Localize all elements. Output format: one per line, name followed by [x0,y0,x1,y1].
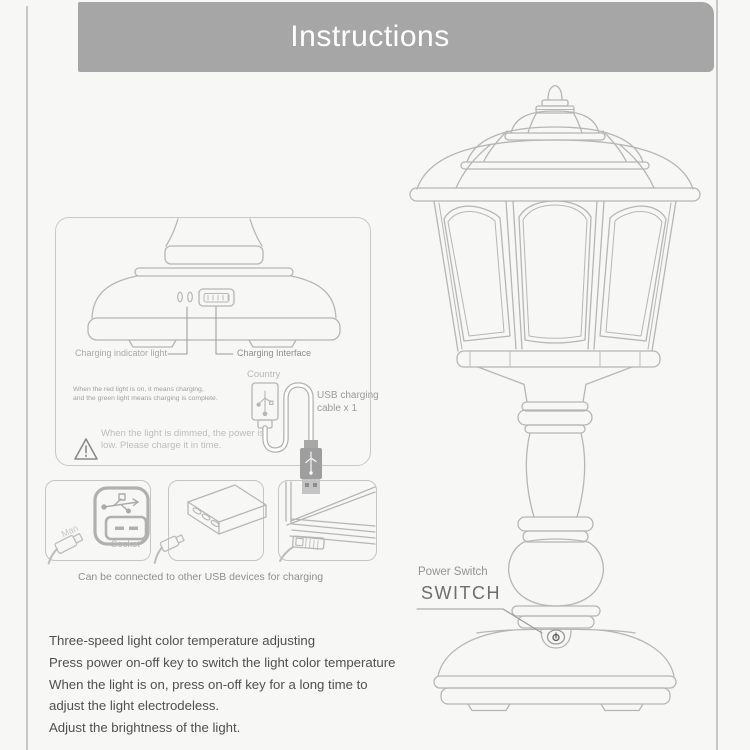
socket-label: Socket [111,539,141,550]
power-switch-label: Power Switch [418,566,488,578]
footer-line: When the light is on, press on-off key for a long time to [49,676,368,692]
laptop-box [278,480,377,561]
footer-line: Adjust the brightness of the light. [49,720,241,736]
low-power-warning-text: When the light is dimmed, the power is low. Please charge it in time. [101,428,265,451]
header-banner [78,2,714,72]
country-label: Country [247,369,281,380]
charging-interface-label: Charging Interface [237,348,312,358]
power-button-icon [541,630,571,648]
mains-plug-label: Man [59,522,80,540]
power-bank-box [168,480,264,561]
footer-instructions [49,630,469,739]
page-left-edge [26,6,28,750]
footer-line: Press power on-off key to switch the light color temperature [49,654,396,670]
lamp-illustration [410,86,700,711]
page-title: Instructions [290,20,450,53]
usb-devices-caption: Can be connected to other USB devices for charging [78,571,324,583]
switch-label: SWITCH [421,583,501,603]
footer-line: Three-speed light color temperature adjusting [49,633,316,648]
charging-indicator-label: Charging indicator light [75,348,168,358]
page-right-edge [716,0,718,750]
usb-cable-label: USB charging cable x 1 [317,390,379,414]
footer-line: adjust the light electrodeless. [49,698,220,714]
charging-status-note: When the red light is on, it means charging, and the green light means charging is complete. [73,386,218,402]
